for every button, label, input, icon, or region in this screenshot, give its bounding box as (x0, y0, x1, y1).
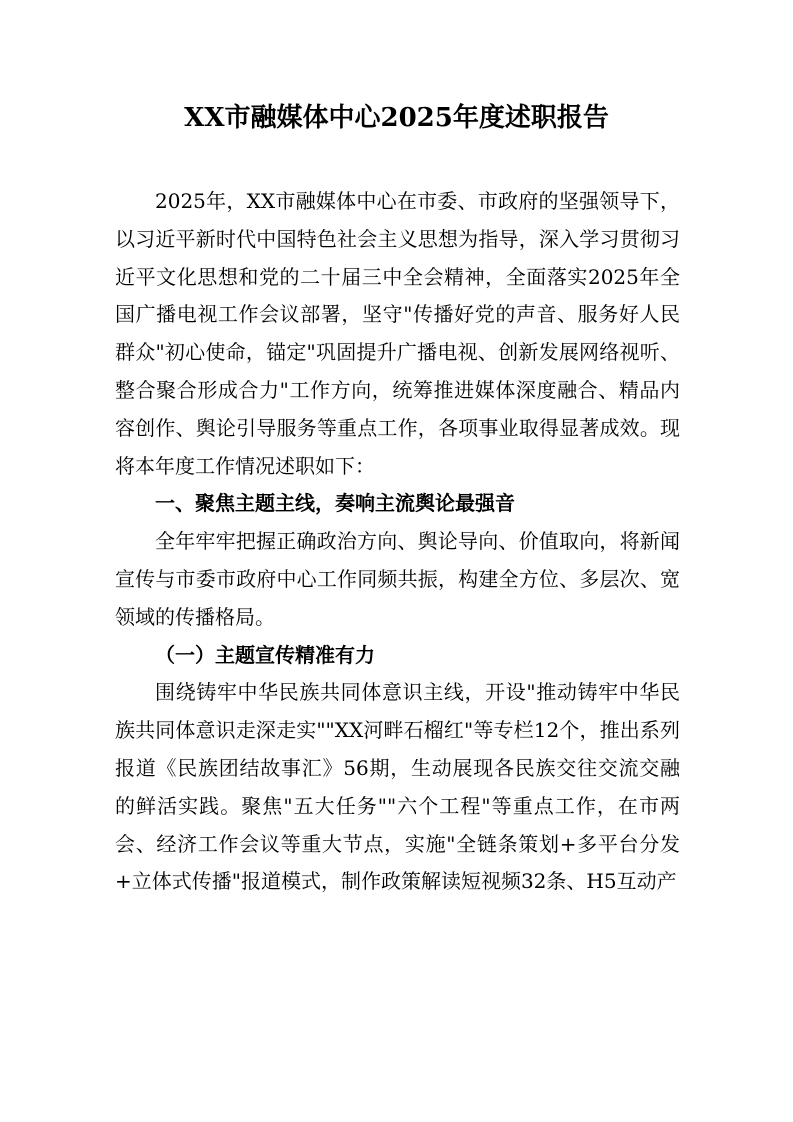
subsection-heading-1: （一）主题宣传精准有力 (155, 642, 375, 667)
section-1-paragraph: 全年牢牢把握正确政治方向、舆论导向、价值取向，将新闻宣传与市委市政府中心工作同频共振，构建全方位、多层次、宽领域的传播格局。 (115, 529, 680, 629)
subsection-1-paragraph: 围绕铸牢中华民族共同体意识主线，开设"推动铸牢中华民族共同体意识走深走实""XX河畔石榴红"等专栏12个，推出系列报道《民族团结故事汇》56期，生动展现各民族交往交流交融的鲜活实践。聚焦"五大任务""六个工程"等重点工作，在市两会、经济工作会议等重大节点，实施"全链条策划+多平台分发+立体式传播"报道模式，制作政策解读短视频32条、H5互动产 (115, 680, 680, 894)
intro-paragraph: 2025年，XX市融媒体中心在市委、市政府的坚强领导下，以习近平新时代中国特色社会主义思想为指导，深入学习贯彻习近平文化思想和党的二十届三中全会精神，全面落实2025年全国广播电视工作会议部署，坚守"传播好党的声音、服务好人民群众"初心使命，锚定"巩固提升广播电视、创新发展网络视听、整合聚合形成合力"工作方向，统筹推进媒体深度融合、精品内容创作、舆论引导服务等重点工作，各项事业取得显著成效。现将本年度工作情况述职如下： (115, 189, 680, 478)
document-body (115, 183, 680, 901)
section-heading-1: 一、聚焦主题主线，奏响主流舆论最强音 (155, 491, 515, 516)
page-title: XX市融媒体中心2025年度述职报告 (184, 103, 609, 133)
